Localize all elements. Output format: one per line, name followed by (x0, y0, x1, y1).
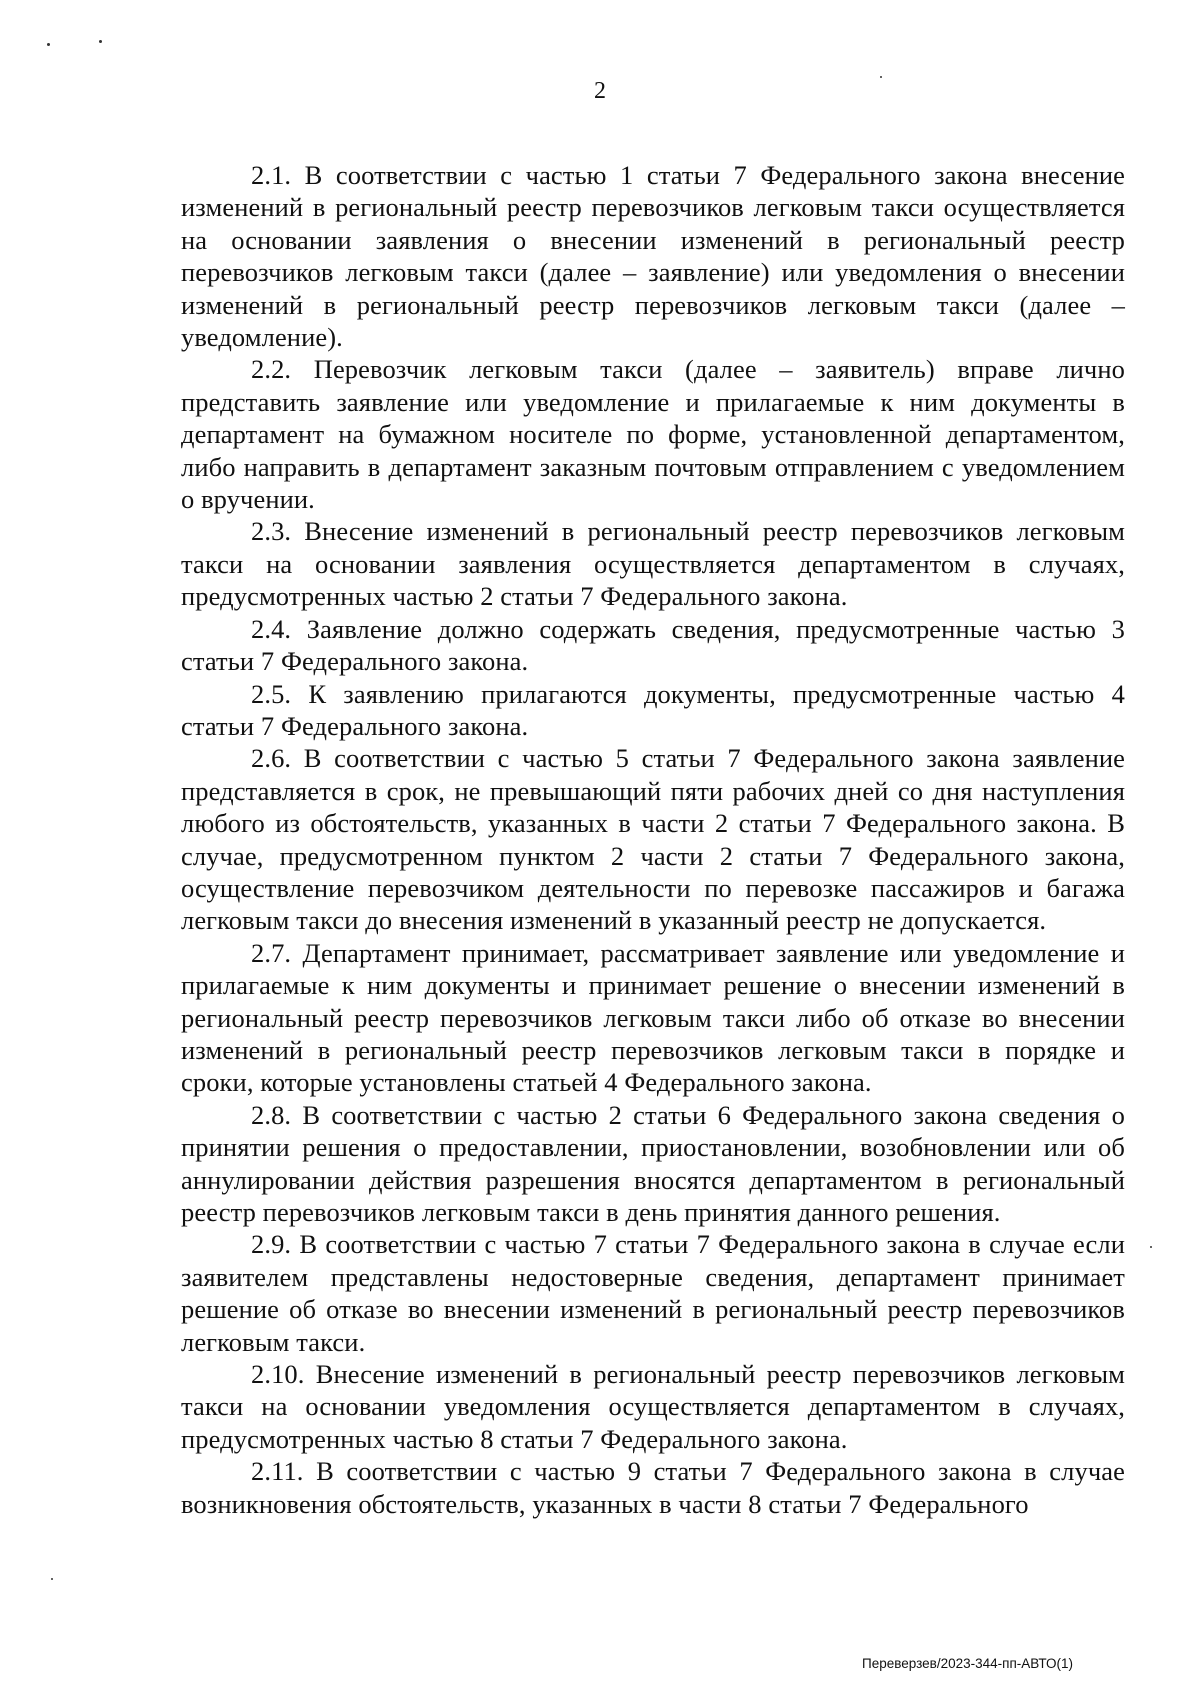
paragraph-2-4: 2.4. Заявление должно содержать сведения, предусмотренные частью 3 статьи 7 Федерального закона. (181, 613, 1125, 677)
paragraph-2-11: 2.11. В соответствии с частью 9 статьи 7 Федерального закона в случае возникновения обстоятельств, указанных в части 8 статьи 7 Федерального (181, 1456, 1125, 1519)
paragraph-2-2: 2.2. Перевозчик легковым такси (далее – заявитель) вправе лично представить заявление или уведомление и прилагаемые к ним документы в департамент на бумажном носителе по форме, установленной департаментом, либо направить в департамент заказным почтовым отправлением с уведомлением о вручении. (181, 354, 1125, 515)
paragraph-2-5: 2.5. К заявлению прилагаются документы, предусмотренные частью 4 статьи 7 Федерального закона. (181, 678, 1125, 741)
scan-speck (99, 40, 102, 43)
paragraph-2-9: 2.9. В соответствии с частью 7 статьи 7 Федерального закона в случае если заявителем представлены недостоверные сведения, департамент принимает решение об отказе во внесении изменений в региональный реестр перевозчиков легковым такси. (181, 1229, 1125, 1357)
paragraph-2-7: 2.7. Департамент принимает, рассматривает заявление или уведомление и прилагаемые к ним документы и принимает решение о внесении изменений в региональный реестр перевозчиков легковым такси либо об отказе во внесении изменений в региональный реестр перевозчиков легковым такси в порядке и сроки, которые установлены статьей 4 Федерального закона. (181, 937, 1125, 1098)
document-body (181, 159, 1125, 1520)
paragraph-2-10: 2.10. Внесение изменений в региональный реестр перевозчиков легковым такси на основании уведомления осуществляется департаментом в случаях, предусмотренных частью 8 статьи 7 Федерального закона. (181, 1359, 1125, 1454)
paragraph-2-8: 2.8. В соответствии с частью 2 статьи 6 Федерального закона сведения о принятии решения о предоставлении, приостановлении, возобновлении или об аннулировании действия разрешения вносятся департаментом в региональный реестр перевозчиков легковым такси в день принятия данного решения. (181, 1099, 1125, 1227)
paragraph-2-3: 2.3. Внесение изменений в региональный реестр перевозчиков легковым такси на основании заявления осуществляется департаментом в случаях, предусмотренных частью 2 статьи 7 Федерального закона. (181, 516, 1125, 612)
scan-speck (47, 43, 50, 46)
document-footer-code: Переверзев/2023-344-пп-АВТО(1) (862, 1656, 1073, 1671)
scan-speck (880, 76, 882, 78)
paragraph-2-6: 2.6. В соответствии с частью 5 статьи 7 Федерального закона заявление представляется в срок, не превышающий пяти рабочих дней со дня наступления любого из обстоятельств, указанных в части 2 статьи 7 Федерального закона. В случае, предусмотренном пунктом 2 части 2 статьи 7 Федерального закона, осуществление перевозчиком деятельности по перевозке пассажиров и багажа легковым такси до внесения изменений в указанный реестр не допускается. (181, 743, 1125, 936)
paragraph-2-1: 2.1. В соответствии с частью 1 статьи 7 Федерального закона внесение изменений в региональный реестр перевозчиков легковым такси осуществляется на основании заявления о внесении изменений в региональный реестр перевозчиков легковым такси (далее – заявление) или уведомления о внесении изменений в региональный реестр перевозчиков легковым такси (далее – уведомление). (181, 160, 1125, 353)
scan-speck (1150, 1246, 1152, 1248)
page-number: 2 (594, 78, 606, 104)
scan-speck (51, 1578, 53, 1580)
